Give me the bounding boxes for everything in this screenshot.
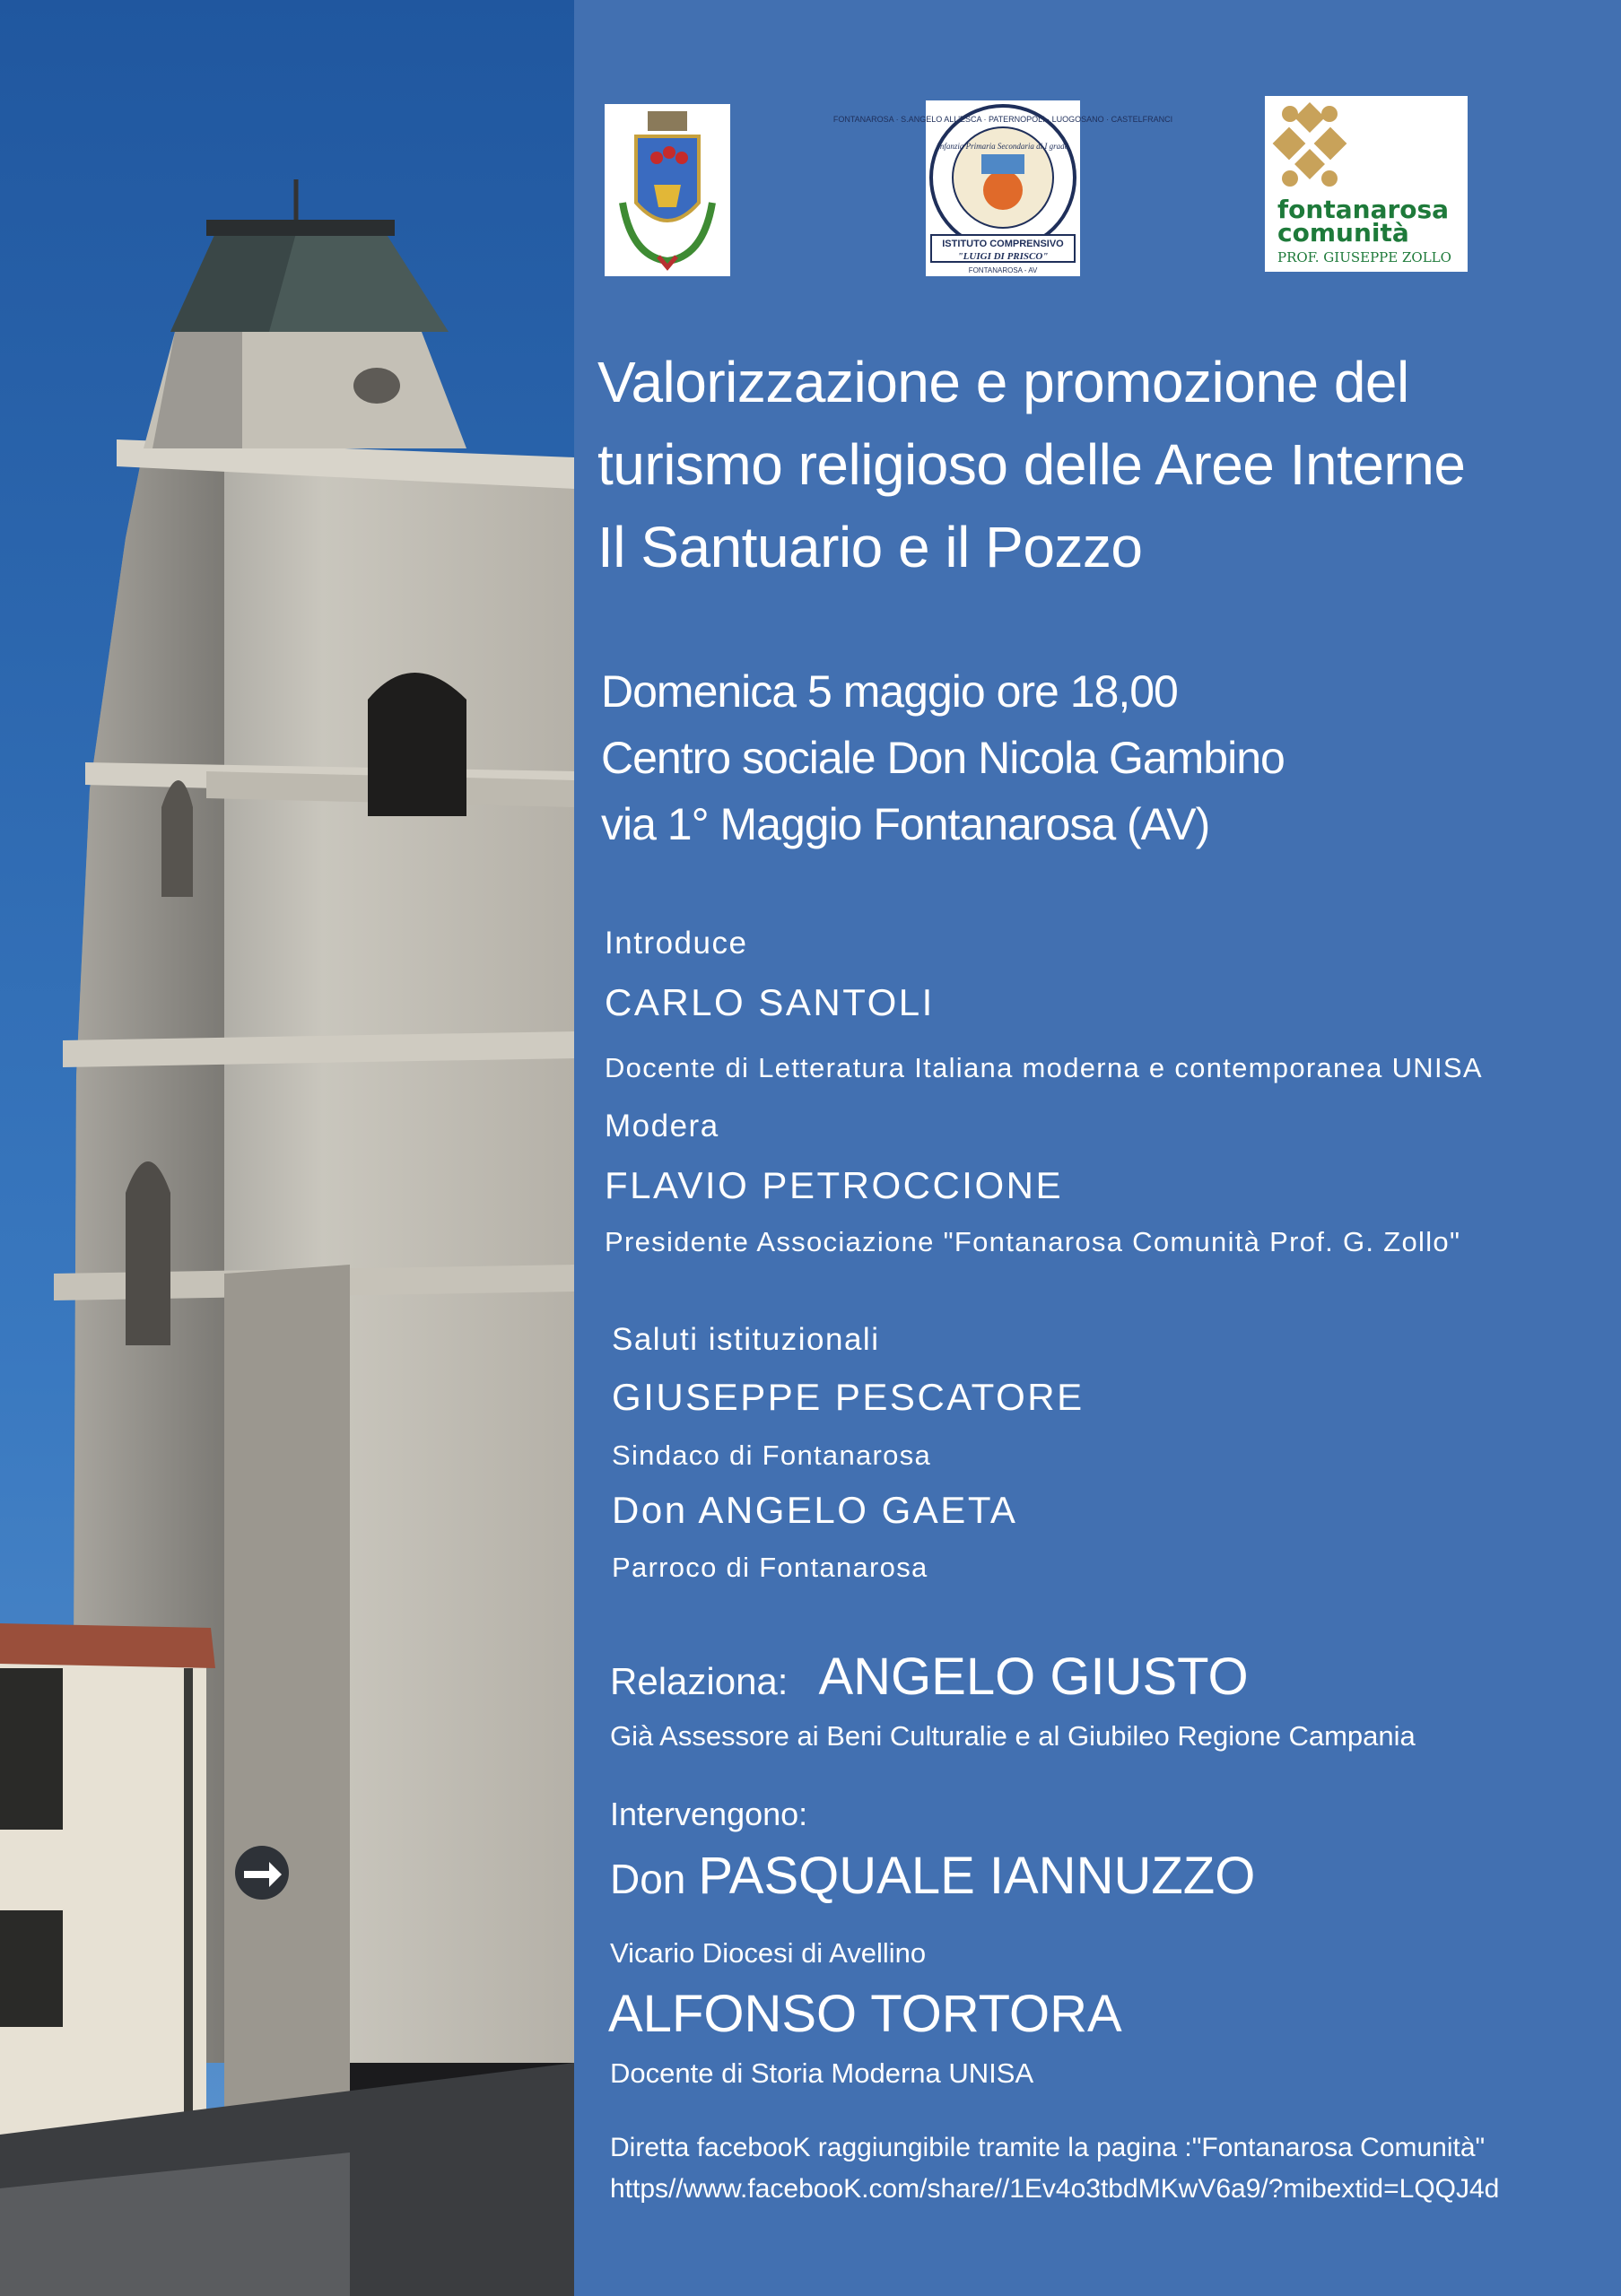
istituto-logo (832, 100, 1173, 276)
title-line-2: turismo religioso delle Aree Interne (597, 432, 1466, 497)
intervengono-label: Intervengono: (610, 1796, 808, 1832)
fontanarosa-comunita-logo (1265, 96, 1468, 272)
facebook-url[interactable]: https//www.facebooK.com/share//1Ev4o3tbdMKwV6a9/?mibextid=LQQJ4d (610, 2174, 1500, 2204)
intervengono-row-1 (610, 1846, 1255, 1906)
assoc-line1: fontanarosa (1277, 195, 1450, 224)
intervengono-desc-1: Vicario Diocesi di Avellino (610, 1937, 927, 1969)
modera-desc: Presidente Associazione "Fontanarosa Comunità Prof. G. Zollo" (605, 1226, 1461, 1257)
introduce-label: Introduce (605, 926, 748, 961)
event-venue: Centro sociale Don Nicola Gambino (601, 733, 1285, 783)
facebook-note: Diretta facebooK raggiungibile tramite la pagina :"Fontanarosa Comunità" (610, 2133, 1486, 2162)
event-date: Domenica 5 maggio ore 18,00 (601, 666, 1178, 717)
associazione-logo (1265, 96, 1468, 272)
modera-label: Modera (605, 1109, 719, 1144)
event-address: via 1° Maggio Fontanarosa (AV) (601, 799, 1210, 849)
relaziona-desc: Già Assessore ai Beni Culturalie e al Giubileo Regione Campania (610, 1720, 1416, 1752)
school-seal-icon (832, 100, 1173, 276)
seal-place: FONTANAROSA - AV (968, 266, 1038, 274)
title-line-1: Valorizzazione e promozione del (597, 350, 1409, 414)
intervengono-name-2: ALFONSO TORTORA (608, 1985, 1122, 2043)
municipal-coat-of-arms-icon (605, 104, 730, 276)
saluti-label: Saluti istituzionali (612, 1322, 880, 1357)
seal-banner: ISTITUTO COMPRENSIVO (942, 239, 1064, 249)
info-panel (574, 0, 1621, 2296)
relaziona-label: Relaziona: (610, 1660, 789, 1702)
intervengono-desc-2: Docente di Storia Moderna UNISA (610, 2057, 1034, 2089)
comune-logo (605, 104, 730, 276)
intervengono-name-1: PASQUALE IANNUZZO (698, 1847, 1256, 1905)
seal-inner-text: Infanzia Primaria Secondaria di I grado (937, 142, 1069, 151)
assoc-line3: PROF. GIUSEPPE ZOLLO (1277, 249, 1451, 265)
saluti-name-1: GIUSEPPE PESCATORE (612, 1376, 1085, 1418)
assoc-line2: comunità (1277, 218, 1409, 248)
saluti-desc-2: Parroco di Fontanarosa (612, 1552, 928, 1583)
saluti-desc-1: Sindaco di Fontanarosa (612, 1439, 932, 1471)
relaziona-name: ANGELO GIUSTO (818, 1648, 1249, 1706)
intervengono-prefix: Don (610, 1856, 686, 1902)
modera-name: FLAVIO PETROCCIONE (605, 1164, 1063, 1206)
bell-tower-photo (0, 0, 574, 2296)
seal-ring-text: FONTANAROSA · S.ANGELO ALL'ESCA · PATERNOPOLI · LUOGOSANO · CASTELFRANCI (832, 115, 1173, 124)
introduce-desc: Docente di Letteratura Italiana moderna e contemporanea UNISA (605, 1052, 1483, 1083)
saluti-name-2: Don ANGELO GAETA (612, 1489, 1018, 1531)
introduce-name: CARLO SANTOLI (605, 981, 935, 1023)
relaziona-row (610, 1647, 1249, 1707)
seal-banner-name: "LUIGI DI PRISCO" (957, 251, 1049, 262)
title-line-3: Il Santuario e il Pozzo (597, 515, 1143, 579)
